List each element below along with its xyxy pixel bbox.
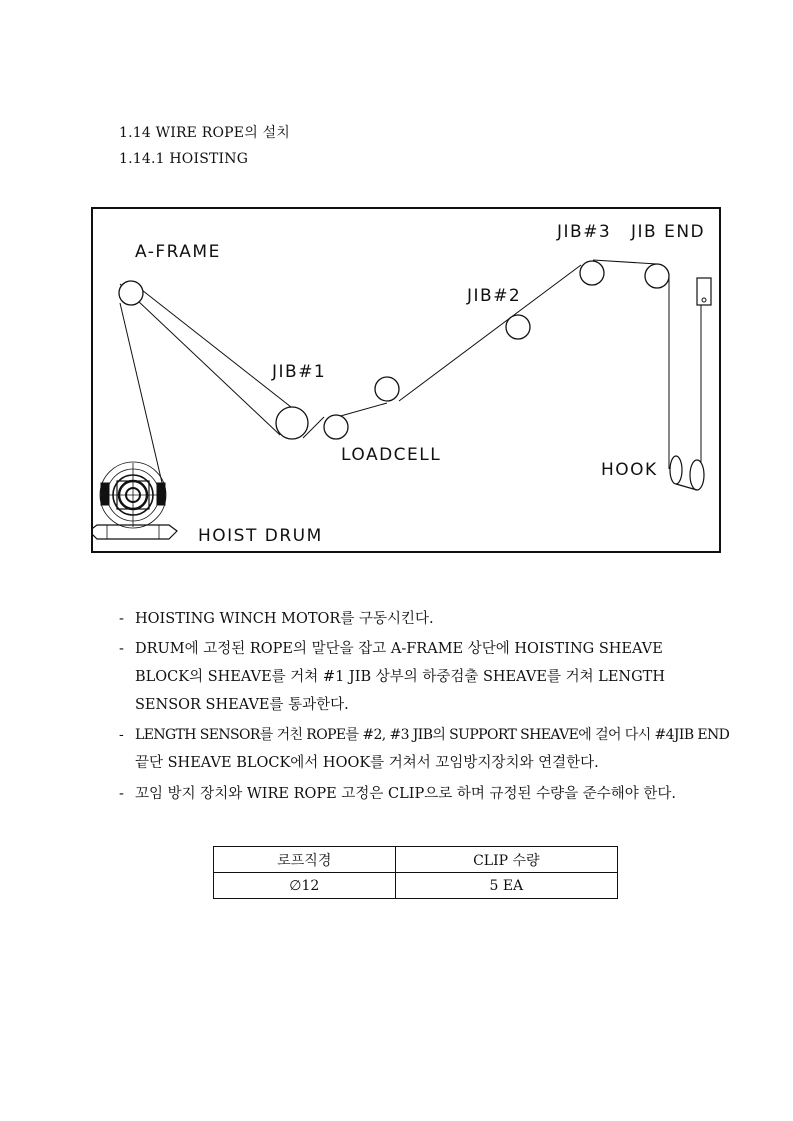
table-row: [214, 873, 618, 899]
hook-block: [670, 456, 704, 490]
label-jib3: JIB#3: [557, 222, 612, 242]
instruction-text: DRUM에 고정된 ROPE의 말단을 잡고 A-FRAME 상단에 HOISTING SHEAVE: [135, 641, 663, 657]
instruction-text: 꼬임 방지 장치와 WIRE ROPE 고정은 CLIP으로 하며 규정된 수량을 준수해야 한다.: [135, 786, 676, 802]
instruction-item: [119, 605, 739, 633]
jib1-sheave: [276, 407, 308, 439]
hoisting-rope-diagram: [91, 207, 721, 553]
label-a-frame: A-FRAME: [135, 242, 221, 262]
cell-clip-quantity: 5 EA: [395, 873, 617, 899]
hoist-drum-drawing: [91, 462, 177, 539]
section-heading: 1.14 WIRE ROPE의 설치: [119, 125, 291, 141]
label-hook: HOOK: [601, 460, 658, 480]
length-sensor-sheave: [375, 377, 399, 401]
table-header-row: [214, 847, 618, 873]
jib-end-sheave: [645, 264, 669, 288]
bullet-dash: -: [119, 727, 124, 743]
loadcell-sheave: [324, 415, 348, 439]
label-loadcell: LOADCELL: [341, 445, 442, 465]
label-jib1: JIB#1: [272, 362, 327, 382]
a-frame-sheave: [119, 281, 143, 305]
label-jib-end: JIB END: [631, 222, 706, 242]
header-rope-diameter: 로프직경: [214, 847, 396, 873]
instruction-item: [119, 780, 739, 808]
anti-twist-device: [697, 278, 711, 305]
subsection-heading: 1.14.1 HOISTING: [119, 151, 249, 167]
header-clip-quantity: CLIP 수량: [395, 847, 617, 873]
label-jib2: JIB#2: [467, 286, 522, 306]
bullet-dash: -: [119, 611, 124, 627]
jib3-sheave: [580, 261, 604, 285]
instruction-text: HOISTING WINCH MOTOR를 구동시킨다.: [135, 611, 434, 627]
bullet-dash: -: [119, 786, 124, 802]
cell-rope-diameter: ∅12: [214, 873, 396, 899]
instruction-text: 끝단 SHEAVE BLOCK에서 HOOK를 거쳐서 꼬임방지장치와 연결한다.: [135, 755, 599, 771]
instruction-text: SENSOR SHEAVE를 통과한다.: [135, 697, 349, 713]
instruction-text: LENGTH SENSOR를 거친 ROPE를 #2, #3 JIB의 SUPPORT SHEAVE에 걸어 다시 #4JIB END: [135, 727, 730, 743]
bullet-dash: -: [119, 641, 124, 657]
clip-quantity-table: [213, 846, 618, 899]
label-hoist-drum: HOIST DRUM: [198, 526, 323, 546]
instruction-item: [119, 721, 739, 777]
instruction-text: BLOCK의 SHEAVE를 거쳐 #1 JIB 상부의 하중검출 SHEAVE를 거쳐 LENGTH: [135, 669, 665, 685]
instruction-item: [119, 635, 739, 719]
jib2-sheave: [506, 315, 530, 339]
